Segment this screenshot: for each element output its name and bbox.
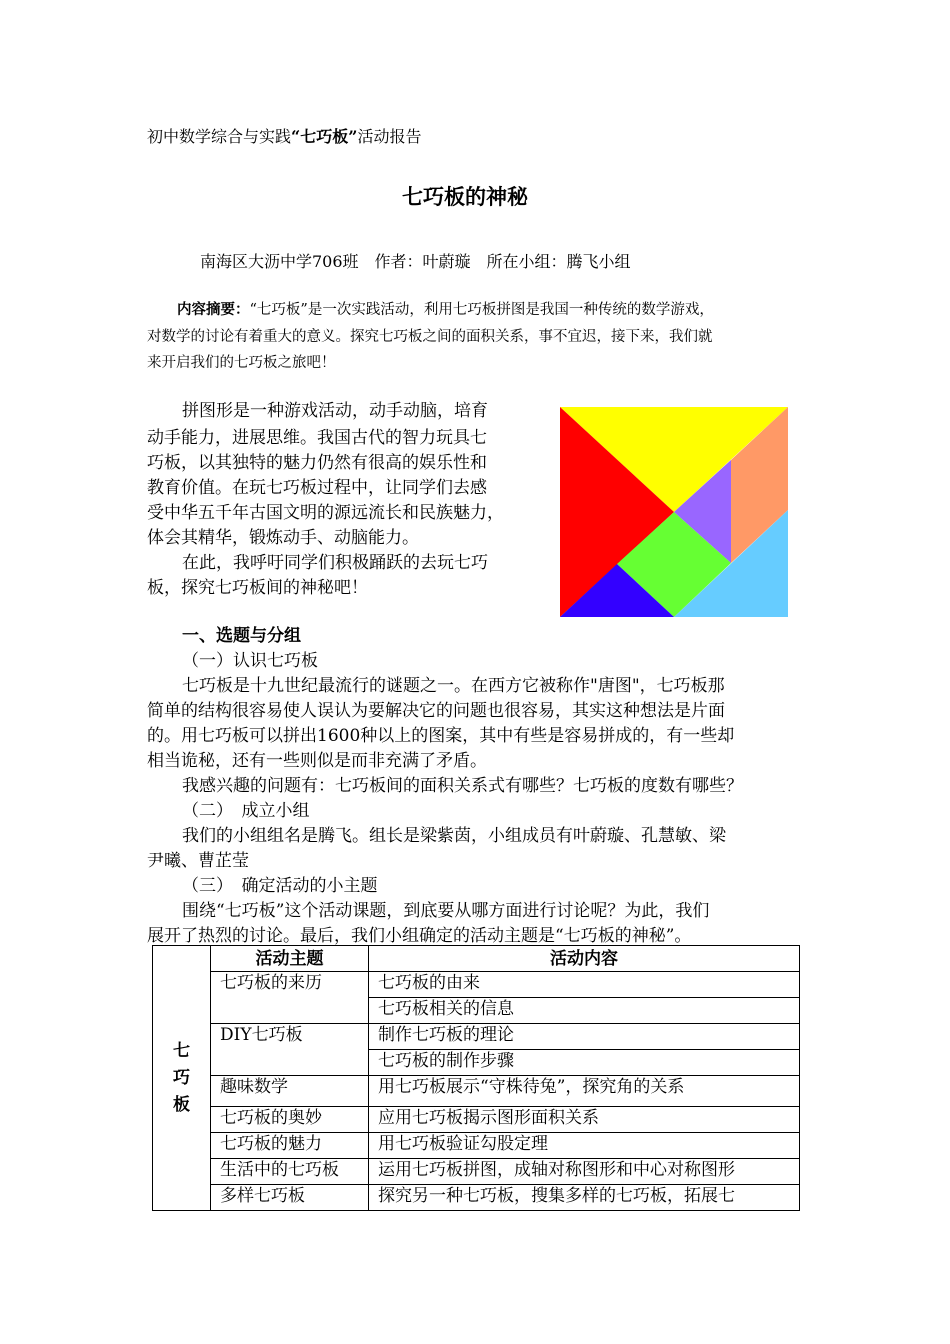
table-row <box>153 1024 800 1050</box>
row-content: 七巧板的制作步骤 <box>369 1050 800 1076</box>
side-char-1: 七 <box>173 1040 190 1061</box>
para1-line-4: 相当诡秘，还有一些则似是而非充满了矛盾。 <box>147 751 487 771</box>
row-content: 应用七巧板揭示图形面积关系 <box>369 1107 800 1133</box>
abstract-text-1: “七巧板”是一次实践活动，利用七巧板拼图是我国一种传统的数学游戏， <box>249 302 714 318</box>
table-side-label <box>153 946 211 1211</box>
intro-line-3: 巧板，以其独特的魅力仍然有很高的娱乐性和 <box>147 453 487 473</box>
page-title: 七巧板的神秘 <box>402 184 528 209</box>
row-content: 用七巧板验证勾股定理 <box>369 1133 800 1159</box>
table-row <box>153 1107 800 1133</box>
para4-line-1: 围绕“七巧板”这个活动课题，到底要从哪方面进行讨论呢？为此，我们 <box>182 901 710 921</box>
intro-line-7: 在此，我呼吁同学们积极踊跃的去玩七巧 <box>182 553 488 573</box>
header-content: 活动内容 <box>369 946 800 972</box>
table-row <box>153 1159 800 1185</box>
intro-line-2: 动手能力，进展思维。我国古代的智力玩具七 <box>147 428 487 448</box>
para1-line-2: 简单的结构很容易使人误认为要解决它的问题也很容易，其实这种想法是片面 <box>147 701 725 721</box>
report-header-suffix: 活动报告 <box>357 127 422 146</box>
row-theme: 七巧板的来历 <box>211 972 369 1024</box>
intro-line-6: 体会其精华，锻炼动手、动脑能力。 <box>147 528 419 548</box>
row-theme: DIY七巧板 <box>211 1024 369 1076</box>
row-theme: 七巧板的魅力 <box>211 1133 369 1159</box>
section-heading: 一、选题与分组 <box>182 626 301 646</box>
para3-line-1: 我们的小组组名是腾飞。组长是梁紫茵，小组成员有叶蔚璇、孔慧敏、梁 <box>182 826 726 846</box>
intro-line-1: 拼图形是一种游戏活动，动手动脑，培育 <box>182 401 488 421</box>
row-content: 运用七巧板拼图，成轴对称图形和中心对称图形 <box>369 1159 800 1185</box>
report-header <box>147 126 421 148</box>
activity-table <box>152 945 800 1211</box>
side-char-3: 板 <box>173 1094 190 1115</box>
abstract-line-3: 来开启我们的七巧板之旅吧！ <box>147 355 336 371</box>
table-row <box>153 972 800 998</box>
row-theme: 多样七巧板 <box>211 1185 369 1211</box>
abstract-line-2: 对数学的讨论有着重大的意义。探究七巧板之间的面积关系，事不宜迟，接下来，我们就 <box>147 329 713 345</box>
side-char-2: 巧 <box>173 1067 190 1088</box>
para4-line-2: 展开了热烈的讨论。最后，我们小组确定的活动主题是“七巧板的神秘”。 <box>147 926 692 946</box>
row-content: 七巧板相关的信息 <box>369 998 800 1024</box>
report-header-prefix: 初中数学综合与实践 <box>147 127 292 146</box>
table-header-row <box>153 946 800 972</box>
intro-line-5: 受中华五千年古国文明的源远流长和民族魅力， <box>147 503 504 523</box>
abstract-line-1 <box>177 300 714 320</box>
table-row <box>153 1133 800 1159</box>
row-theme: 生活中的七巧板 <box>211 1159 369 1185</box>
header-theme: 活动主题 <box>211 946 369 972</box>
table-row <box>153 1076 800 1107</box>
para1-line-3: 的。用七巧板可以拼出1600种以上的图案，其中有些是容易拼成的，有一些却 <box>147 726 735 746</box>
subheading-3: （三） 确定活动的小主题 <box>182 876 378 896</box>
row-content: 探究另一种七巧板，搜集多样的七巧板，拓展七 <box>369 1185 800 1211</box>
row-content: 七巧板的由来 <box>369 972 800 998</box>
report-header-highlight: “七巧板” <box>291 127 358 146</box>
para2: 我感兴趣的问题有：七巧板间的面积关系式有哪些？七巧板的度数有哪些？ <box>182 776 743 796</box>
tangram-figure <box>560 407 789 618</box>
subheading-1: （一）认识七巧板 <box>182 651 318 671</box>
byline: 南海区大沥中学706班 作者：叶蔚璇 所在小组：腾飞小组 <box>200 252 631 271</box>
row-content: 用七巧板展示“守株待兔”，探究角的关系 <box>369 1076 800 1107</box>
abstract-label: 内容摘要： <box>177 301 250 318</box>
para3-line-2: 尹曦、曹芷莹 <box>147 851 249 871</box>
para1-line-1: 七巧板是十九世纪最流行的谜题之一。在西方它被称作"唐图"，七巧板那 <box>182 676 725 696</box>
row-theme: 趣味数学 <box>211 1076 369 1107</box>
subheading-2: （二） 成立小组 <box>182 801 310 821</box>
intro-line-8: 板，探究七巧板间的神秘吧！ <box>147 578 368 598</box>
row-theme: 七巧板的奥妙 <box>211 1107 369 1133</box>
row-content: 制作七巧板的理论 <box>369 1024 800 1050</box>
table-row <box>153 1185 800 1211</box>
intro-line-4: 教育价值。在玩七巧板过程中，让同学们去感 <box>147 478 487 498</box>
